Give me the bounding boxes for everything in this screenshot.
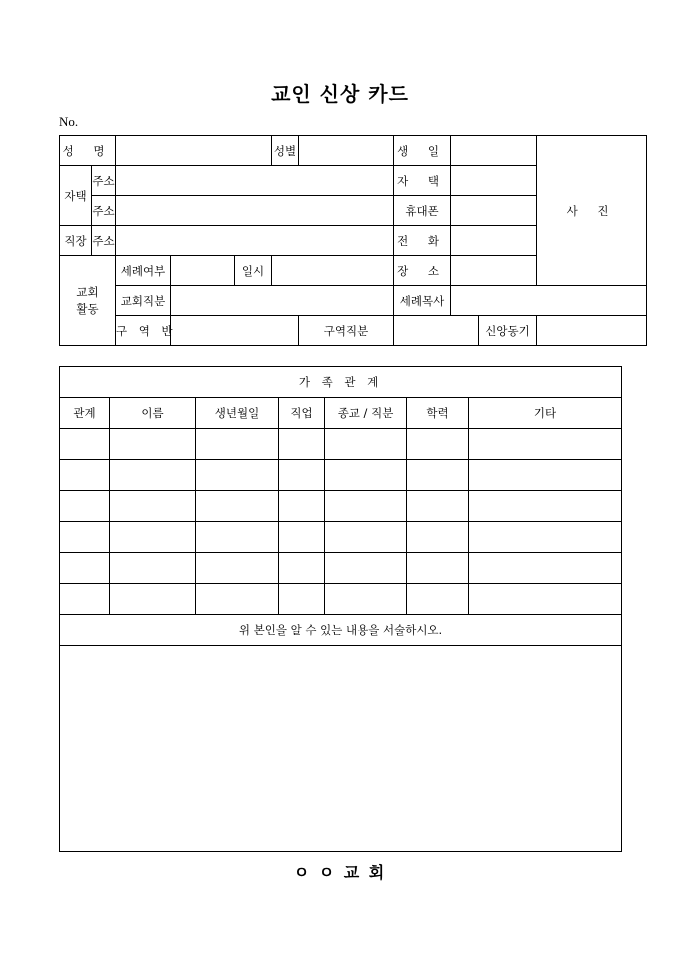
work-label: 직장 (60, 226, 92, 256)
district-field[interactable] (171, 316, 299, 346)
family-cell[interactable] (325, 584, 407, 615)
personal-info-table (59, 135, 647, 346)
family-cell[interactable] (407, 522, 469, 553)
family-cell[interactable] (407, 429, 469, 460)
family-cell[interactable] (196, 460, 279, 491)
baptizing-pastor-field[interactable] (451, 286, 647, 316)
family-cell[interactable] (110, 584, 196, 615)
family-cell[interactable] (279, 491, 325, 522)
family-cell[interactable] (196, 584, 279, 615)
family-cell[interactable] (196, 491, 279, 522)
family-cell[interactable] (469, 584, 622, 615)
family-cell[interactable] (60, 429, 110, 460)
name-field[interactable] (116, 136, 272, 166)
family-cell[interactable] (407, 491, 469, 522)
family-cell[interactable] (469, 522, 622, 553)
place-label: 장 소 (394, 256, 451, 286)
family-header-row (60, 398, 622, 429)
family-section-title: 가 족 관 계 (60, 367, 622, 398)
family-row (60, 491, 622, 522)
family-table (59, 366, 622, 852)
family-cell[interactable] (60, 491, 110, 522)
work-address-label: 주소 (92, 226, 116, 256)
phone-label: 전 화 (394, 226, 451, 256)
baptizing-pastor-label: 세례목사 (394, 286, 451, 316)
date-field[interactable] (272, 256, 394, 286)
family-cell[interactable] (407, 460, 469, 491)
family-cell[interactable] (279, 584, 325, 615)
family-row (60, 584, 622, 615)
phone-field[interactable] (451, 226, 537, 256)
place-field[interactable] (451, 256, 537, 286)
family-cell[interactable] (469, 491, 622, 522)
family-cell[interactable] (60, 522, 110, 553)
birthday-field[interactable] (451, 136, 537, 166)
birthday-label: 생 일 (394, 136, 451, 166)
family-cell[interactable] (60, 553, 110, 584)
home-phone-field[interactable] (451, 166, 537, 196)
family-cell[interactable] (60, 460, 110, 491)
church-duty-field[interactable] (171, 286, 394, 316)
family-header: 기타 (469, 398, 622, 429)
family-header: 관계 (60, 398, 110, 429)
family-cell[interactable] (279, 553, 325, 584)
home-address2-field[interactable] (116, 196, 394, 226)
family-cell[interactable] (325, 460, 407, 491)
family-cell[interactable] (196, 553, 279, 584)
family-cell[interactable] (196, 429, 279, 460)
district-label: 구 역 반 (116, 316, 171, 346)
family-header: 학력 (407, 398, 469, 429)
district-duty-label: 구역직분 (299, 316, 394, 346)
family-cell[interactable] (469, 429, 622, 460)
baptism-label: 세례여부 (116, 256, 171, 286)
family-row (60, 522, 622, 553)
family-cell[interactable] (279, 429, 325, 460)
family-cell[interactable] (325, 491, 407, 522)
date-label: 일시 (235, 256, 272, 286)
family-header: 이름 (110, 398, 196, 429)
family-cell[interactable] (325, 553, 407, 584)
family-cell[interactable] (279, 522, 325, 553)
church-activity-label: 교회 활동 (60, 256, 116, 346)
family-cell[interactable] (196, 522, 279, 553)
family-row (60, 429, 622, 460)
gender-label: 성별 (272, 136, 299, 166)
card-title: 교인 신상 카드 (271, 82, 409, 106)
home-address-label: 주소 (92, 166, 116, 196)
family-cell[interactable] (325, 429, 407, 460)
baptism-field[interactable] (171, 256, 235, 286)
family-cell[interactable] (110, 522, 196, 553)
family-cell[interactable] (110, 491, 196, 522)
gender-field[interactable] (299, 136, 394, 166)
family-header: 종교 / 직분 (325, 398, 407, 429)
district-duty-field[interactable] (394, 316, 479, 346)
mobile-label: 휴대폰 (394, 196, 451, 226)
family-header: 직업 (279, 398, 325, 429)
family-cell[interactable] (110, 553, 196, 584)
family-cell[interactable] (469, 460, 622, 491)
home-address-field[interactable] (116, 166, 394, 196)
motive-label: 신앙동기 (479, 316, 537, 346)
home-label: 자택 (60, 166, 92, 226)
family-cell[interactable] (325, 522, 407, 553)
family-row (60, 553, 622, 584)
family-cell[interactable] (407, 553, 469, 584)
family-cell[interactable] (110, 460, 196, 491)
family-cell[interactable] (469, 553, 622, 584)
note-instruction: 위 본인을 알 수 있는 내용을 서술하시오. (60, 615, 622, 646)
family-cell[interactable] (407, 584, 469, 615)
family-cell[interactable] (60, 584, 110, 615)
family-header: 생년월일 (196, 398, 279, 429)
mobile-field[interactable] (451, 196, 537, 226)
church-name-footer: ㅇ ㅇ 교 회 (293, 863, 387, 882)
number-label: No. (59, 114, 79, 129)
family-cell[interactable] (279, 460, 325, 491)
family-cell[interactable] (110, 429, 196, 460)
photo-box[interactable]: 사 진 (537, 136, 647, 286)
motive-field[interactable] (537, 316, 647, 346)
home-address2-label: 주소 (92, 196, 116, 226)
family-row (60, 460, 622, 491)
work-address-field[interactable] (116, 226, 394, 256)
church-duty-label: 교회직분 (116, 286, 171, 316)
name-label: 성 명 (60, 136, 116, 166)
note-area[interactable] (60, 646, 622, 852)
home-phone-label: 자 택 (394, 166, 451, 196)
